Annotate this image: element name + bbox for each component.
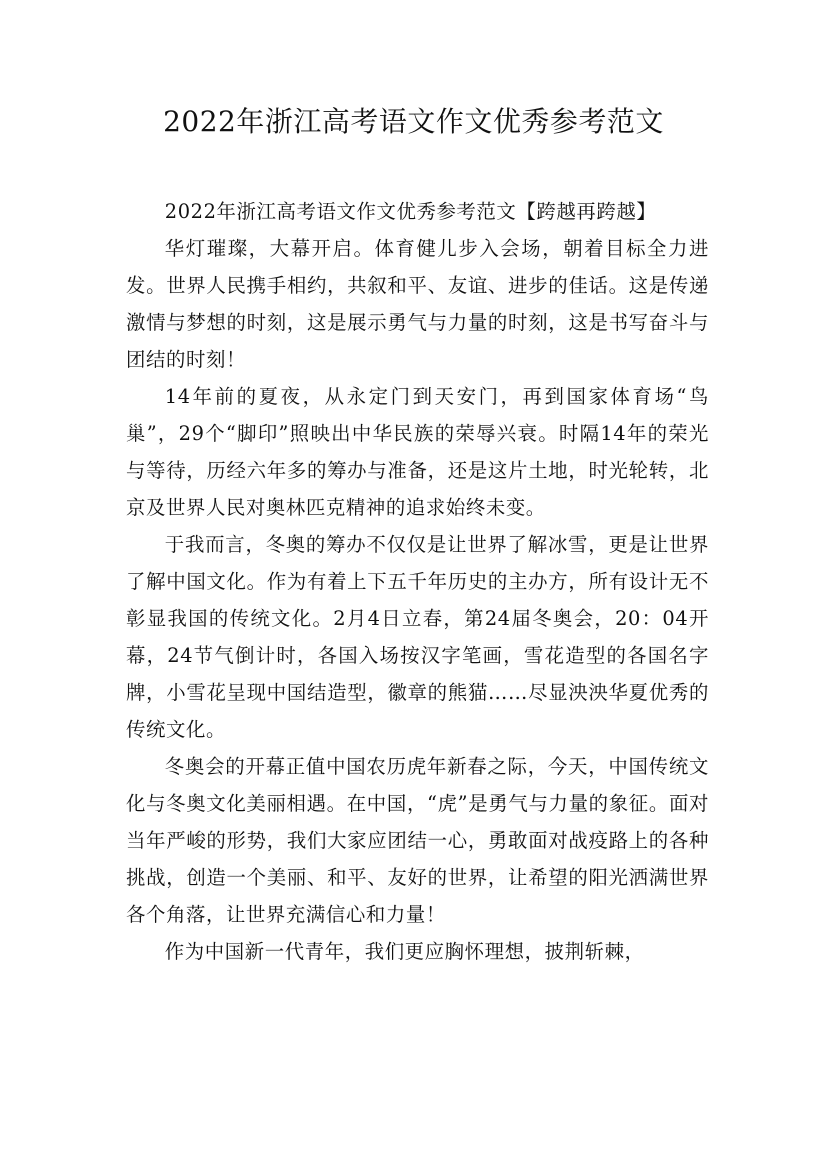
paragraph-2: 14年前的夏夜，从永定门到天安门，再到国家体育场“鸟巢”，29个“脚印”照映出中华民族的荣辱兴衰。时隔14年的荣光与等待，历经六年多的筹办与准备，还是这片土地，时光轮转，北京及世界人民对奥林匹克精神的追求始终未变。 [126,385,709,519]
paragraph-4: 冬奥会的开幕正值中国农历虎年新春之际，今天，中国传统文化与冬奥文化美丽相遇。在中国，“虎”是勇气与力量的象征。面对当年严峻的形势，我们大家应团结一心，勇敢面对战疫路上的各种挑战，创造一个美丽、和平、友好的世界，让希望的阳光洒满世界各个角落，让世界充满信心和力量！ [126,755,709,926]
paragraph-subtitle: 2022年浙江高考语文作文优秀参考范文【跨越再跨越】 [164,200,657,223]
paragraph-3: 于我而言，冬奥的筹办不仅仅是让世界了解冰雪，更是让世界了解中国文化。作为有着上下五千年历史的主办方，所有设计无不彰显我国的传统文化。2月4日立春，第24届冬奥会，20：04开幕，24节气倒计时，各国入场按汉字笔画，雪花造型的各国名字牌，小雪花呈现中国结造型，徽章的熊猫……尽显泱泱华夏优秀的传统文化。 [126,533,709,741]
document-body [126,193,709,970]
paragraph-1: 华灯璀璨，大幕开启。体育健儿步入会场，朝着目标全力进发。世界人民携手相约，共叙和平、友谊、进步的佳话。这是传递激情与梦想的时刻，这是展示勇气与力量的时刻，这是书写奋斗与团结的时刻！ [126,237,709,371]
document-title: 2022年浙江高考语文作文优秀参考范文 [163,105,664,138]
paragraph-5: 作为中国新一代青年，我们更应胸怀理想，披荆斩棘， [164,940,645,963]
